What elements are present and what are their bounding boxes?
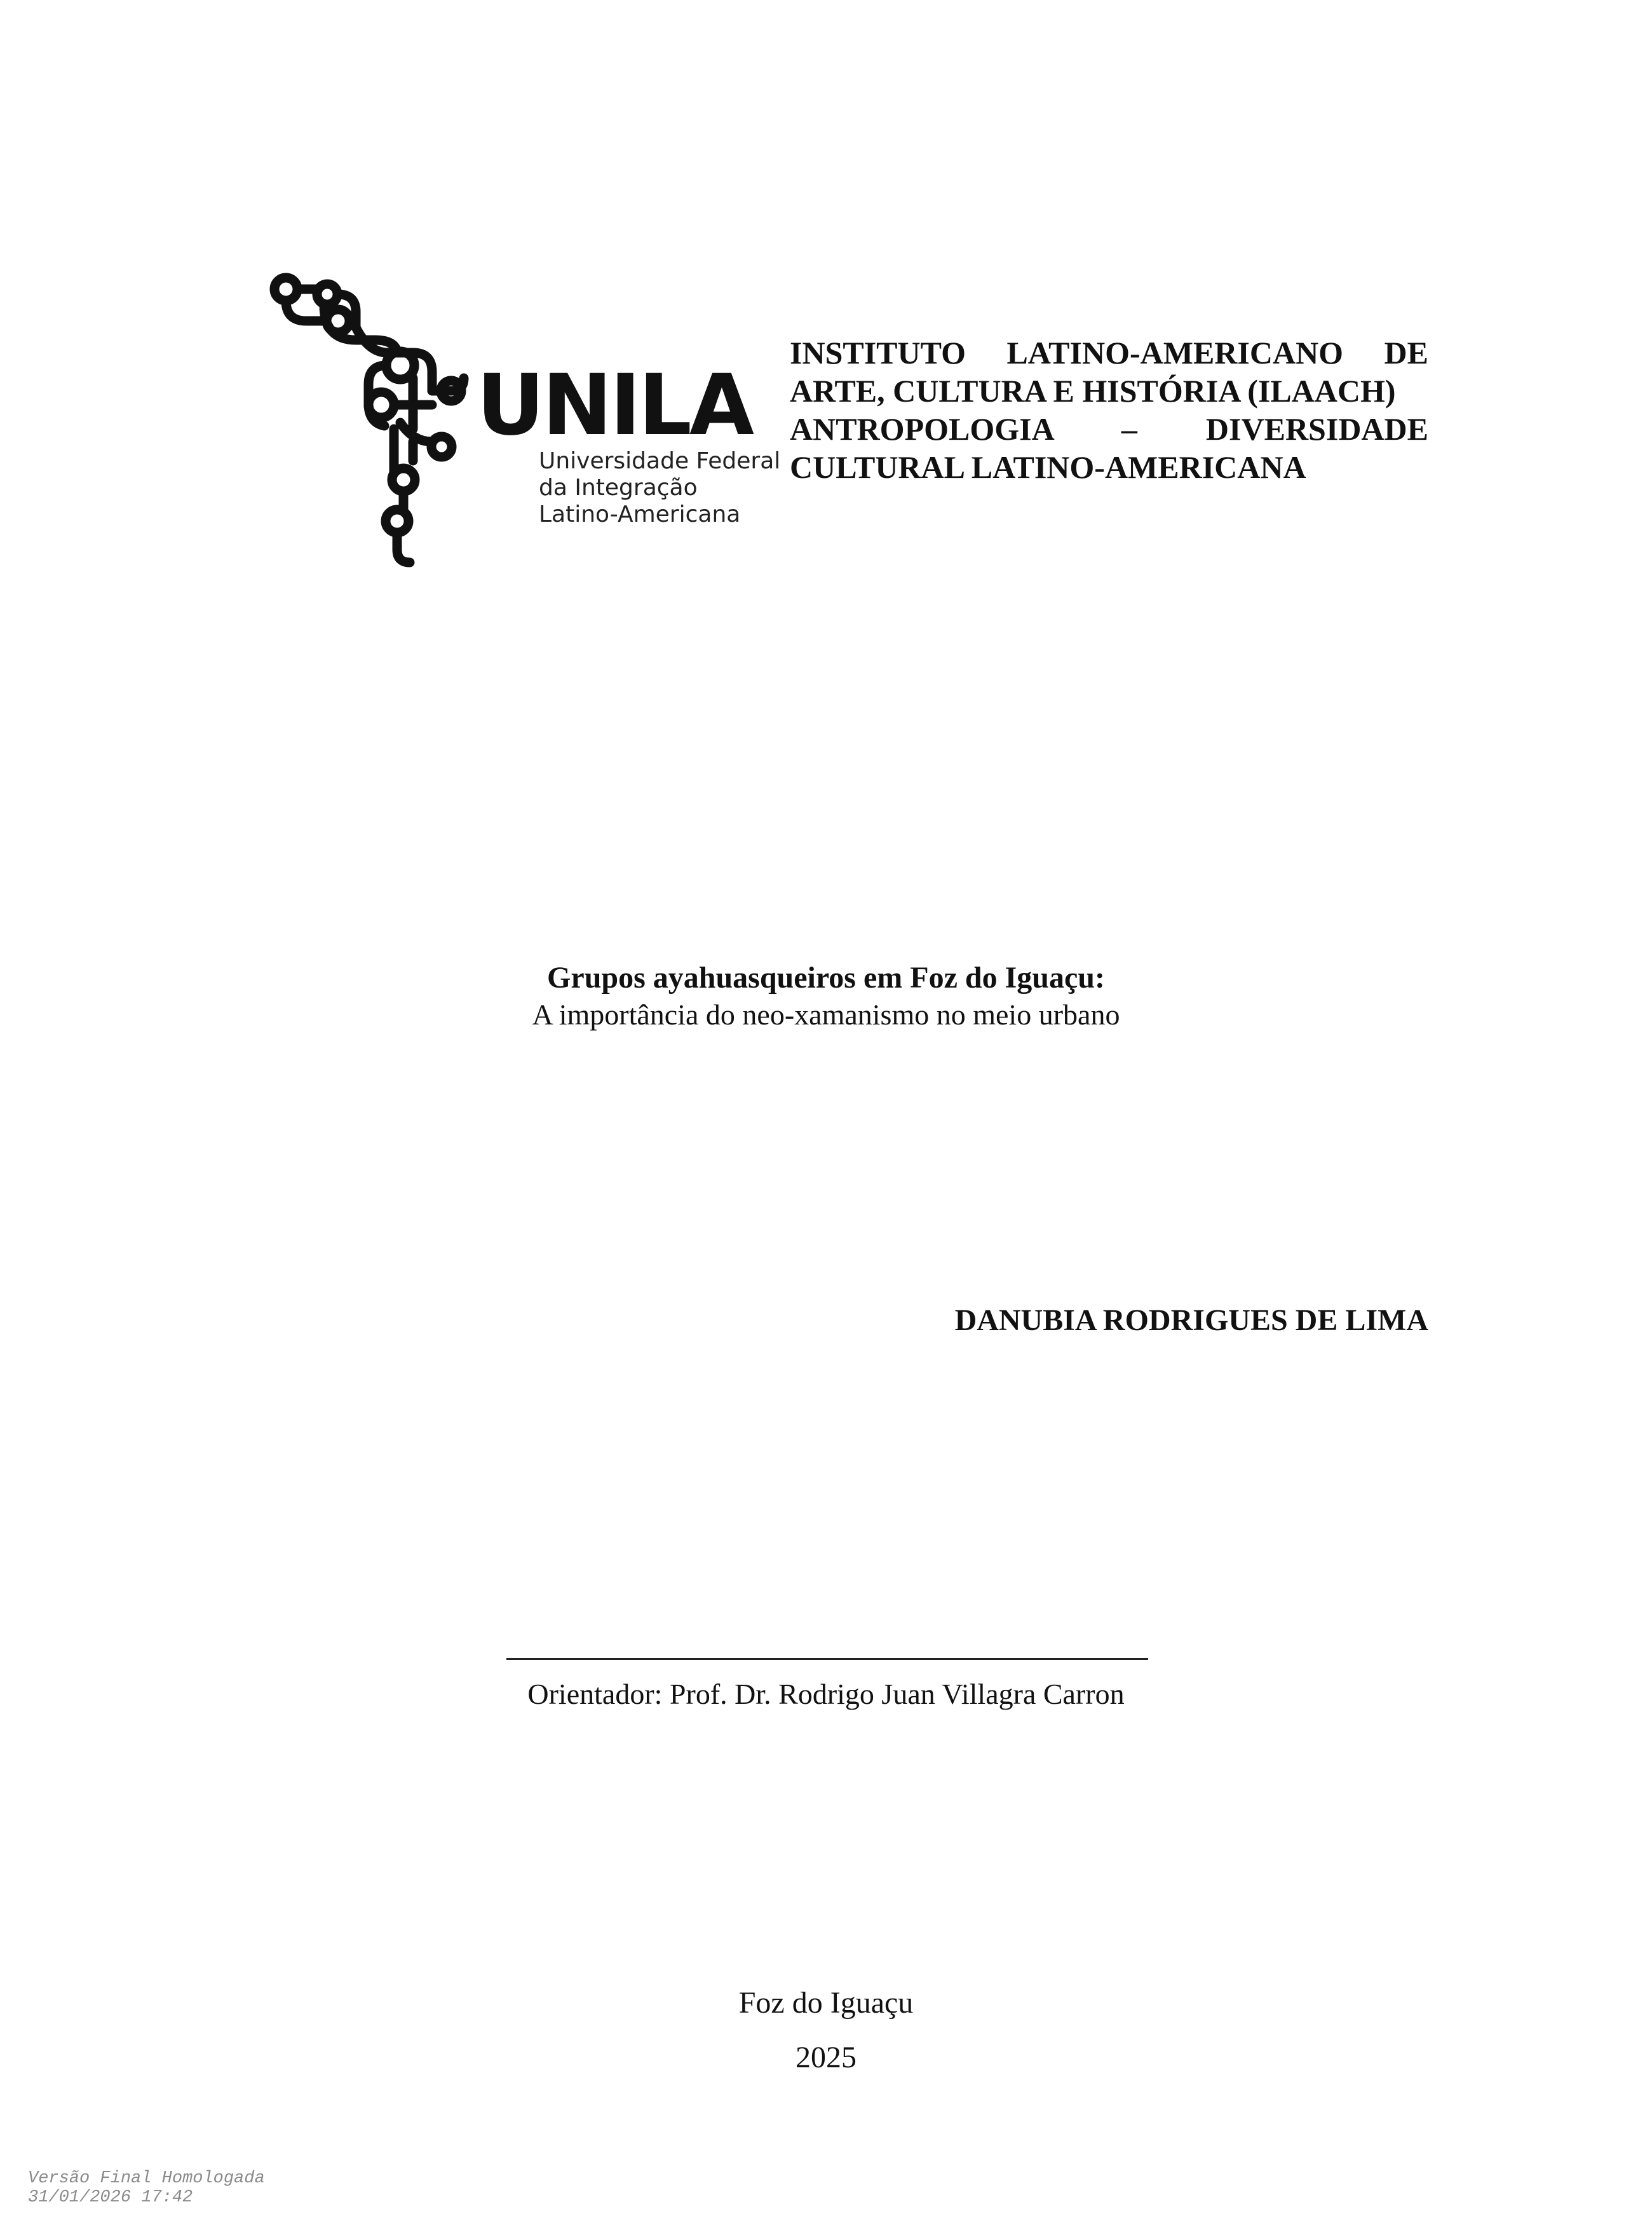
institution-line-4: CULTURAL LATINO-AMERICANA [790,449,1306,485]
signature-line [506,1658,1148,1660]
place: Foz do Iguaçu [738,1986,914,2020]
logo-name-line-3: Latino-Americana [539,501,741,527]
institution-line-1: INSTITUTO LATINO-AMERICANO DE [790,335,1428,371]
year: 2025 [796,2041,856,2074]
logo-name-line-1: Universidade Federal [539,448,781,474]
author-name: DANUBIA RODRIGUES DE LIMA [954,1303,1428,1337]
unila-logo [267,270,781,569]
unila-logo-graphic [267,270,781,569]
logo-line-pattern [274,278,464,562]
institution-heading [790,334,1428,486]
advisor-name: Orientador: Prof. Dr. Rodrigo Juan Villagra Carron [527,1678,1125,1710]
logo-wordmark: UNILA [477,357,752,454]
version-stamp [28,2169,265,2207]
work-subtitle: A importância do neo-xamanismo no meio urbano [532,998,1120,1031]
work-title-block [0,958,1652,1032]
version-stamp-date: 31/01/2026 17:42 [28,2188,193,2207]
version-stamp-label: Versão Final Homologada [28,2169,265,2188]
institution-line-2: ARTE, CULTURA E HISTÓRIA (ILAACH) [790,373,1396,409]
work-title: Grupos ayahuasqueiros em Foz do Iguaçu: [547,961,1105,995]
institution-line-3: ANTROPOLOGIA – DIVERSIDADE [790,411,1428,447]
logo-name-line-2: da Integração [539,475,698,501]
